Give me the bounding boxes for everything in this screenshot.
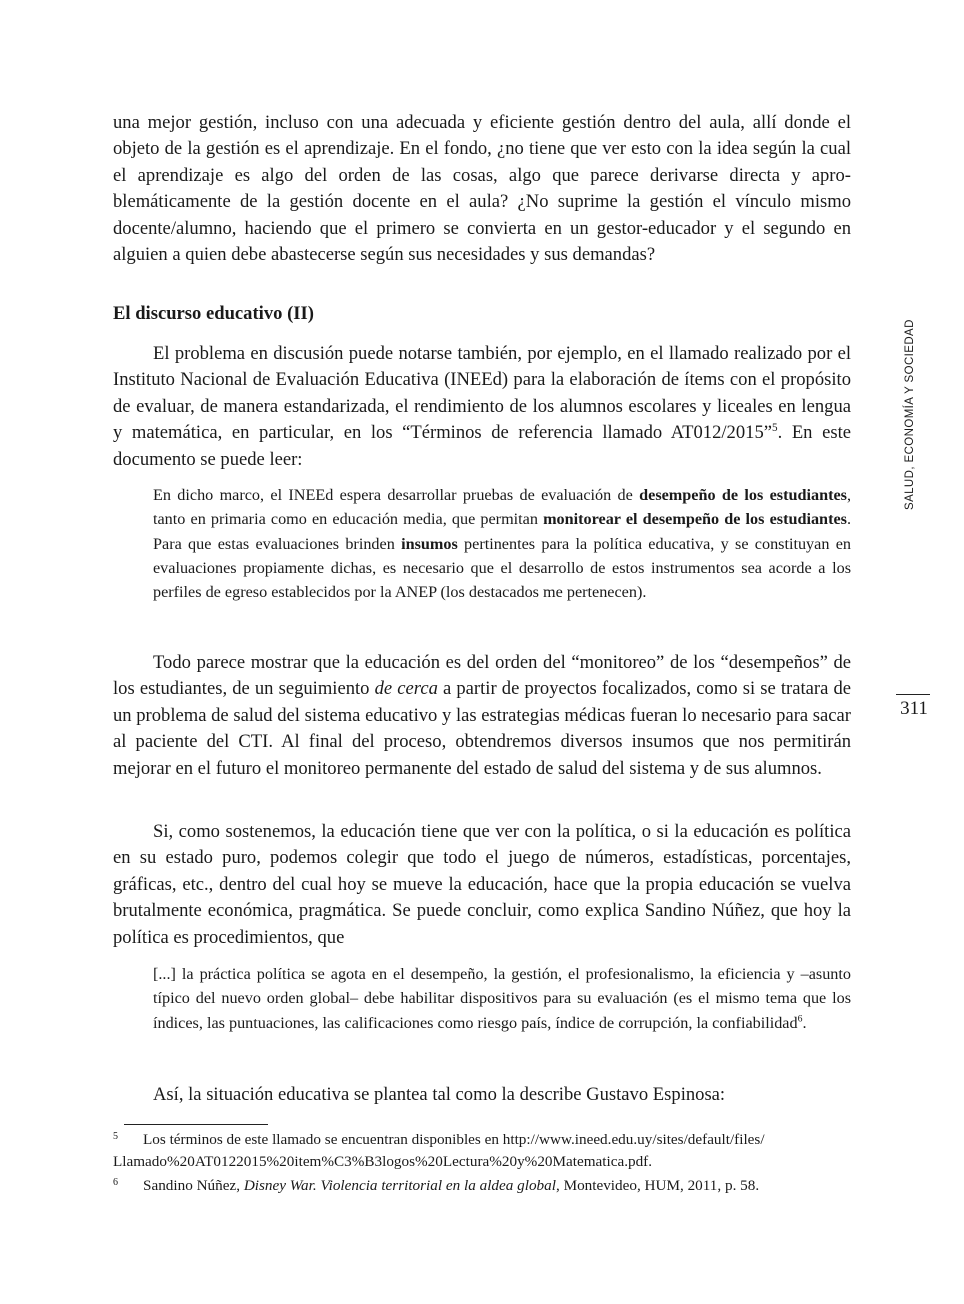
- running-section-label: SALUD, ECONOMÍA Y SOCIEDAD: [904, 319, 916, 510]
- footnote-ref-5[interactable]: 5: [772, 422, 778, 435]
- footnote-link-text[interactable]: Llamado%20AT0122015%20item%C3%B3logos%20Lectura%20y%20Matematica.pdf.: [113, 1152, 653, 1170]
- page-number: 311: [900, 698, 928, 719]
- footnote-text: Sandino Núñez,: [143, 1177, 244, 1194]
- paragraph-politica: Si, como sostenemos, la educación tiene que ver con la política, o si la educación es política en su estado puro, podemos colegir que todo el juego de números, estadísticas, porcentajes, gráficas, etc., dentro del cual hoy se mueve la educación, hace que la propia educación se vuelva brutalmente económica, pragmática. Se puede concluir, como explica Sandino Núñez, que hoy la política es procedimientos, que: [113, 821, 851, 948]
- quote-text: En dicho marco, el INEEd espera desarrollar pruebas de evaluación de: [153, 486, 640, 504]
- paragraph-espinosa: Así, la situación educativa se plantea tal como la describe Gustavo Espinosa:: [153, 1084, 726, 1105]
- quote-emphasis: insumos: [401, 534, 458, 553]
- paragraph-ineed-tail: . En este documento se puede leer:: [113, 422, 851, 470]
- quote-emphasis: desempeño de los estudiantes: [639, 486, 847, 504]
- paragraph-text: a partir de proyectos focalizados, como si se tratara de un problema de salud del sistema educativo y las estrategias médicas fueran lo necesario para sacar al paciente del CTI. Al final del proceso, obtendremos diversos insumos que nos permitirán mejorar en el futuro el monitoreo permanente del estado de salud del sistema y de sus alumnos.: [113, 678, 851, 779]
- footnote-title-italic: Disney War. Violencia territorial en la aldea global: [243, 1177, 556, 1194]
- footnote-text: , Montevideo, HUM, 2011, p. 58.: [555, 1177, 760, 1194]
- page-number-rule: [896, 694, 930, 695]
- paragraph-text: Todo parece mostrar que la educación es del orden del “monitoreo” de los “desempeños” de los estudiantes, de un seguimiento: [113, 652, 851, 700]
- footnote-6: [113, 1175, 851, 1197]
- footnote-ref-6[interactable]: 6: [797, 1013, 803, 1025]
- paragraph-gestion: una mejor gestión, incluso con una adecuada y eficiente gestión dentro del aula, allí donde el objeto de la gestión es el aprendizaje. En el fondo, ¿no tiene que ver esto con la idea según la cual el aprendizaje es algo del orden de las cosas, algo que parece derivarse directa y aproblemáticamente de la gestión docente en el aula? ¿No suprime la gestión el vínculo mismo docente/alumno, haciendo que el primero se convierta en un gestor-educador y el segundo en alguien a quien debe abastecerse según sus necesidades y sus demandas?: [113, 112, 851, 266]
- footnote-number: 5: [113, 1131, 118, 1142]
- quote-text: [...] la práctica política se agota en el desempeño, la gestión, el profesionalismo, la eficiencia y –asunto típico del nuevo orden global– debe habilitar dispositivos para su evaluación (es el mismo tema que los índices, las puntuaciones, las calificaciones como riesgo país, índice de corrupción, la confiabilidad: [153, 965, 851, 1032]
- paragraph-monitoreo: [113, 650, 851, 782]
- quote-text: pertinentes para la política educativa, y se constituyan en evaluaciones propiamente dichas, es necesario que el desarrollo de estos instrumentos sea acorde a los perfiles de egreso establecidos por la ANEP (los destacados me pertenecen).: [153, 534, 851, 602]
- block-quote-ineed: [153, 483, 851, 604]
- footnote-link-text[interactable]: Los términos de este llamado se encuentran disponibles en http://www.ineed.edu.uy/sites/default/files/: [143, 1131, 765, 1148]
- block-quote-nunez: [153, 962, 851, 1035]
- paragraph-italic: de cerca: [374, 678, 438, 700]
- quote-text: . Para que estas evaluaciones brinden: [153, 510, 851, 553]
- quote-text: , tanto en primaria como en educación media, que permitan: [153, 486, 851, 529]
- paragraph-ineed: [113, 341, 851, 473]
- footnote-number: 6: [113, 1177, 118, 1188]
- section-heading: El discurso educativo (II): [113, 303, 314, 324]
- footnote-divider: [124, 1124, 268, 1125]
- quote-text: .: [802, 1013, 807, 1032]
- paragraph-ineed-text: El problema en discusión puede notarse también, por ejemplo, en el llamado realizado por el Instituto Nacional de Evaluación Educativa (INEEd) para la elaboración de ítems con el propósito de evaluar, de manera estandarizada, el rendimiento de los alumnos escolares y liceales en lengua y matemática, en particular, en los “Términos de referencia llamado AT012/2015”: [113, 343, 851, 444]
- quote-emphasis: monitorear el desempeño de los estudiantes: [543, 510, 847, 529]
- footnote-5: [113, 1129, 851, 1172]
